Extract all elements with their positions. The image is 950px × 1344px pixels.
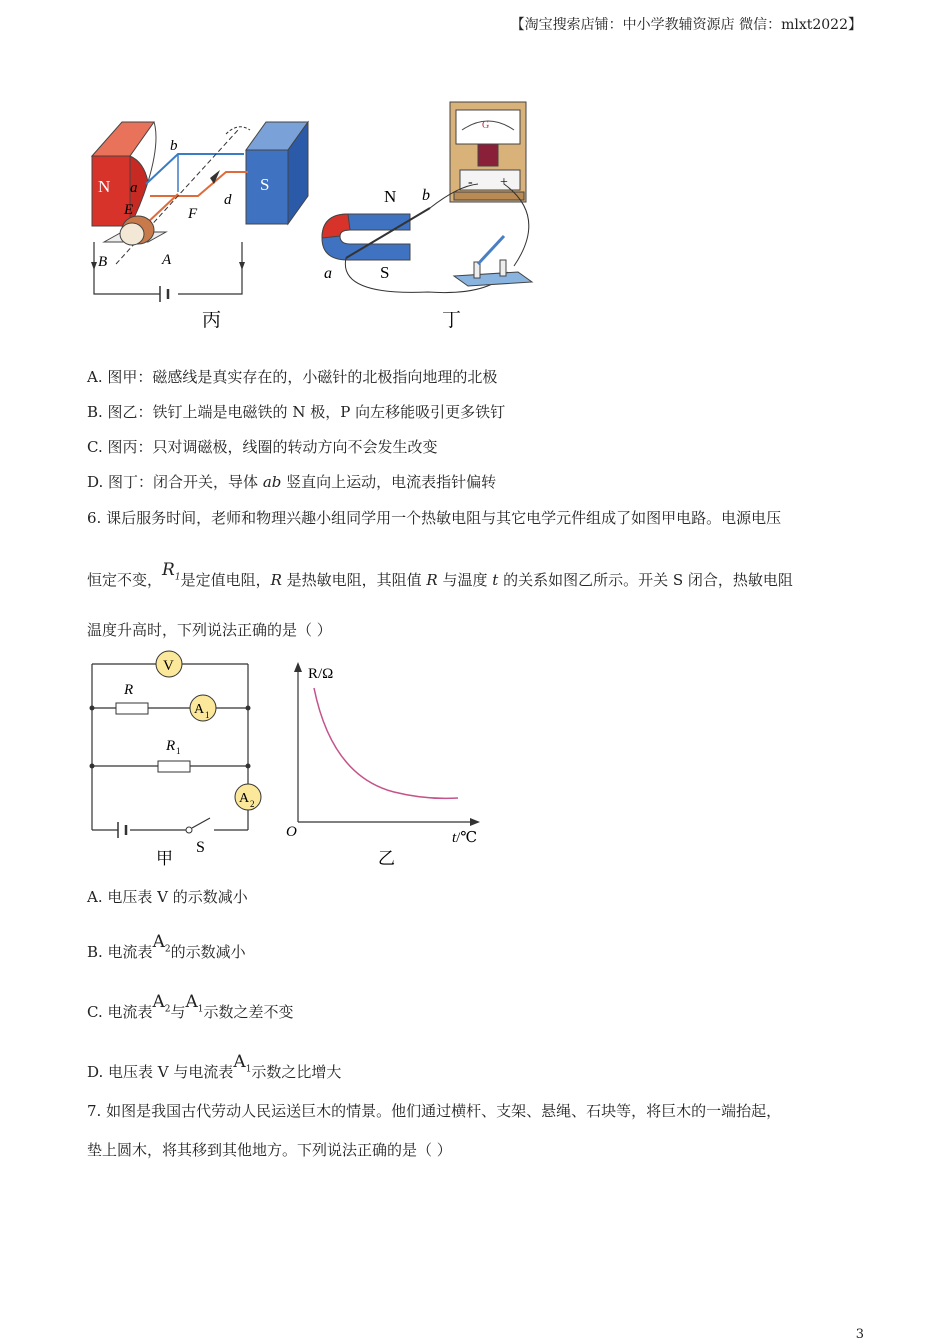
label-ding-N: N — [384, 187, 397, 206]
q6-option-b: B. 电流表$A_2$的示数减小 — [87, 932, 246, 961]
q6-option-c: C. 电流表$A_2$与$A_1$示数之差不变 — [87, 992, 294, 1021]
label-E: E — [124, 202, 134, 218]
label-A1-sub: 1 — [205, 710, 210, 720]
q5-option-c: C. 图丙：只对调磁极，线圈的转动方向不会发生改变 — [87, 438, 438, 456]
page-number: 3 — [855, 1327, 864, 1342]
label-N: N — [98, 177, 111, 196]
label-V: V — [163, 658, 174, 674]
page-header: 【淘宝搜索店铺：中小学教辅资源店 微信：mlxt2022】 — [510, 17, 862, 33]
label-d: d — [224, 192, 232, 208]
label-A2-sub: 2 — [250, 799, 255, 809]
label-A1: A — [194, 702, 205, 717]
q7-stem-line1: 7. 如图是我国古代劳动人民运送巨木的情景。他们通过横杆、支架、悬绳、石块等，将巨木的一端抬起， — [87, 1102, 782, 1120]
caption-bing: 丙 — [202, 310, 222, 331]
label-minus: - — [468, 175, 473, 190]
label-F: F — [188, 206, 198, 222]
label-a: a — [130, 180, 138, 196]
figure-jia-circuit — [86, 648, 276, 874]
q6-option-d: D. 电压表 V 与电流表$A_1$示数之比增大 — [87, 1052, 342, 1081]
label-G: G — [482, 120, 490, 131]
q6-stem-line2: 恒定不变，$R_1$是定值电阻，R 是热敏电阻，其阻值 R 与温度 t 的关系如图乙所示。开关 S 闭合，热敏电阻 — [87, 560, 793, 589]
caption-ding: 丁 — [442, 310, 462, 331]
q5-option-b: B. 图乙：铁钉上端是电磁铁的 N 极，P 向左移能吸引更多铁钉 — [87, 403, 506, 421]
label-A2: A — [239, 791, 250, 806]
caption-jia: 甲 — [156, 849, 173, 868]
figure-bing-motor — [86, 112, 316, 334]
y-axis-label: R/Ω — [308, 666, 334, 682]
q6-stem-line1: 6. 课后服务时间，老师和物理兴趣小组同学用一个热敏电阻与其它电学元件组成了如图甲电路。电源电压 — [87, 509, 782, 527]
label-plus: + — [500, 175, 508, 190]
q6-option-a: A. 电压表 V 的示数减小 — [87, 888, 248, 906]
label-R: R — [124, 682, 134, 698]
q6-stem-line3: 温度升高时，下列说法正确的是（ ） — [87, 621, 332, 639]
label-S-switch: S — [196, 839, 205, 856]
q5-option-d: D. 图丁：闭合开关，导体 ab 竖直向上运动，电流表指针偏转 — [87, 473, 497, 491]
label-B: B — [98, 254, 108, 270]
origin-label: O — [286, 824, 297, 840]
label-ding-b: b — [422, 187, 430, 204]
figure-yi-graph — [276, 658, 486, 872]
label-S: S — [260, 175, 270, 194]
label-A: A — [162, 252, 172, 268]
label-ding-a: a — [324, 265, 332, 282]
label-R1-sub: 1 — [176, 746, 181, 756]
caption-yi: 乙 — [378, 849, 395, 868]
label-R1: R — [166, 738, 176, 754]
q5-option-a: A. 图甲：磁感线是真实存在的，小磁针的北极指向地理的北极 — [87, 368, 498, 386]
label-b: b — [170, 138, 178, 154]
label-ding-S: S — [380, 263, 390, 282]
q7-stem-line2: 垫上圆木，将其移到其他地方。下列说法正确的是（ ） — [87, 1141, 452, 1159]
x-axis-label: t/℃ — [452, 830, 478, 846]
figure-ding-induction — [318, 96, 538, 336]
